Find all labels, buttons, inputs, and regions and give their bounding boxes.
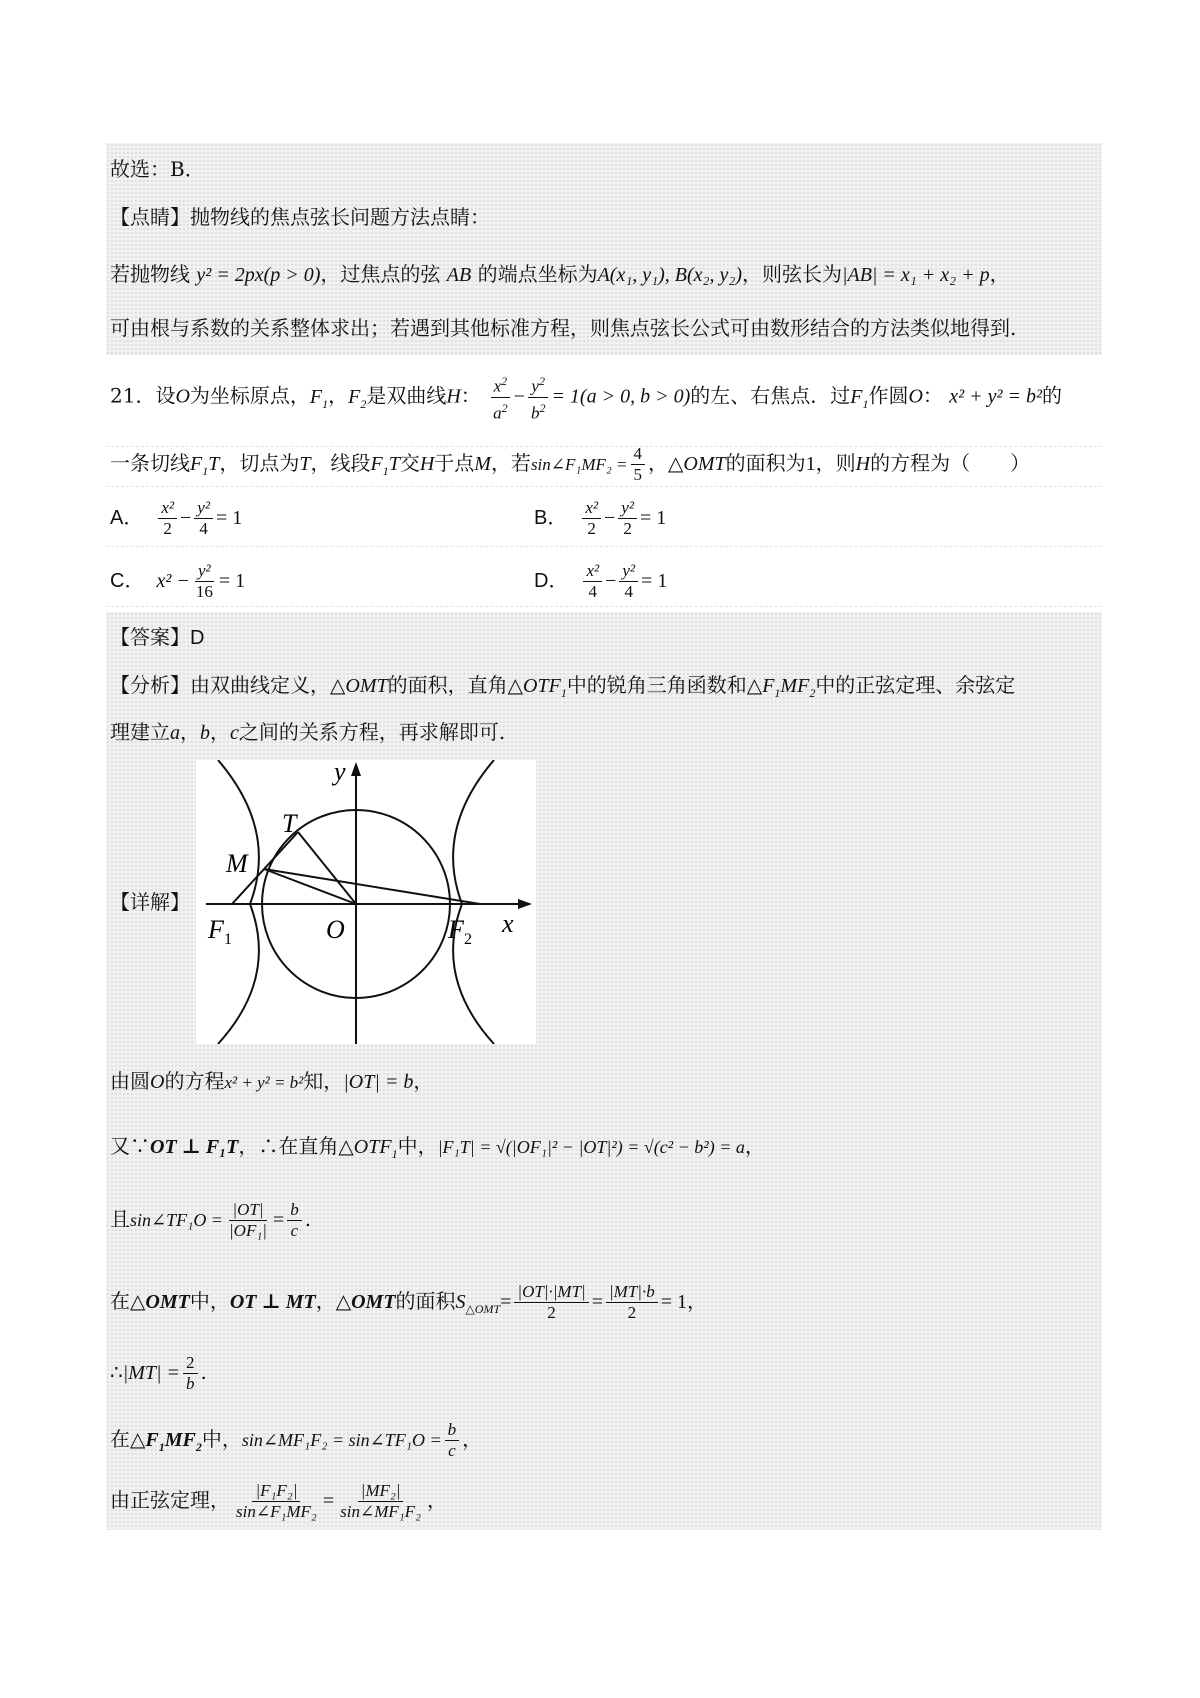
d-text: 由正弦定理， [110, 1488, 230, 1512]
detail-step-6 [110, 1420, 482, 1462]
choose-text: 故选：B． [110, 157, 205, 181]
tip-label: 【点睛】 [110, 205, 190, 229]
frac-den: 4 [588, 582, 598, 601]
question-number: 21． [110, 383, 156, 408]
frac-den: 2 [623, 519, 632, 538]
option-label: A． [110, 507, 144, 529]
equals: = [322, 1490, 335, 1512]
option-label: C． [110, 570, 145, 592]
var-OTF1: $OTF_1$ [353, 1136, 398, 1161]
frac-den: c [290, 1221, 299, 1240]
x-axis-arrow [518, 899, 532, 909]
frac-den: 2 [587, 519, 596, 538]
tip-title-line [110, 202, 490, 232]
tip-text: 可由根与系数的关系整体求出；若遇到其他标准方程，则焦点弦长公式可由数形结合的方法类似地得到. [110, 316, 1017, 340]
option-rhs: = 1 [218, 570, 246, 592]
d-text: 的面积 [395, 1289, 456, 1313]
q-text: 交 [399, 451, 420, 475]
q-text: ，则 [815, 451, 856, 475]
label-x: x [502, 909, 514, 938]
frac-num: x² [158, 498, 177, 519]
var-b: b [200, 722, 210, 744]
tip-text: 的端点坐标为 [477, 262, 598, 286]
parabola-equation: y² = 2px(p > 0) [196, 264, 321, 286]
d-text: ∴ [110, 1360, 123, 1384]
frac-num: x² [582, 498, 601, 519]
frac-den: b [186, 1374, 195, 1393]
frac-num: |OT|·|MT| [514, 1282, 588, 1303]
separator [106, 606, 1102, 607]
detail-step-3 [110, 1200, 311, 1241]
frac-den: sin∠MF₁F₂ [340, 1502, 421, 1521]
var-M: M [474, 453, 491, 475]
detail-step-7 [110, 1481, 447, 1522]
circle-equation: x² + y² = b² [949, 385, 1043, 408]
a-text: 的面积，直角△ [387, 673, 524, 697]
q-text: ，△ [648, 451, 684, 475]
var-O: O [175, 385, 190, 408]
detail-step-5 [110, 1353, 207, 1394]
fraction: $\frac{y^2}{b^2}$ [528, 371, 549, 423]
d-text: . [200, 1360, 207, 1384]
frac-num: b [445, 1420, 460, 1441]
q-text: 的 [1042, 383, 1063, 408]
hyperbola-left-branch [218, 760, 259, 1044]
a-text: 理建立 [110, 720, 170, 744]
var-F1MF2: $F_1MF_2$ [145, 1429, 202, 1454]
F1T-length-formula: |F₁T| = √(|OF₁|² − |OT|²) = √(c² − b²) = a [437, 1137, 745, 1157]
frac-num: 2 [183, 1353, 198, 1374]
hyperbola-figure [196, 760, 536, 1044]
q-text: 作圆 [868, 383, 909, 408]
var-H: H [855, 453, 871, 475]
tip-line-1 [110, 259, 1010, 290]
d-text: 中， [201, 1427, 242, 1451]
hyperbola-diagram [196, 760, 536, 1044]
frac-num: b [287, 1200, 302, 1221]
q-text: 是双曲线 [366, 383, 447, 408]
frac-num: y² [194, 498, 213, 519]
chord-length-formula: |AB| = x₁ + x₂ + p [841, 264, 990, 286]
q-text: ，切点为 [219, 451, 300, 475]
label-F1: F [208, 915, 224, 944]
hyperbola-condition: = 1(a > 0, b > 0) [551, 385, 691, 408]
frac-den: 4 [624, 582, 633, 601]
sin-equality: sin∠MF₁F₂ = sin∠TF₁O = [241, 1430, 442, 1450]
a-text: 之间的关系方程，再求解即可. [238, 720, 506, 744]
var-O: O [908, 385, 923, 408]
q-text: ，线段 [310, 451, 371, 475]
frac-num: |F₁F₂| [252, 1481, 300, 1502]
frac-num: x² [583, 561, 602, 582]
frac-num: 4 [631, 444, 646, 465]
sin-expression: sin∠F₁MF₂ = [530, 455, 628, 474]
frac-den: 2 [547, 1303, 556, 1322]
area-symbol: $S_{\triangle OMT}$ [455, 1291, 501, 1316]
tip-title: 抛物线的焦点弦长问题方法点睛： [190, 205, 490, 229]
option-b[interactable]: B． $\frac{\text{x²}}{2}$ − $\frac{\text{y²}}{2}$ = 1 [534, 498, 667, 538]
frac-num: y² [195, 561, 214, 582]
d-text: ， [413, 1069, 434, 1093]
separator [106, 486, 1102, 487]
sin-expression: sin∠TF₁O = [130, 1210, 223, 1230]
a-text: 由双曲线定义，△ [190, 673, 346, 697]
var-OMT: OMT [683, 453, 726, 475]
area-value: 1 [805, 453, 816, 475]
tip-text: 若抛物线 [110, 262, 190, 286]
tip-line-2 [110, 313, 1016, 343]
frac-num: |OT| [229, 1200, 266, 1221]
question-line-2 [110, 444, 1030, 486]
var-OTF1: $OTF_1$ [523, 675, 567, 700]
frac-num: |MF₂| [358, 1481, 404, 1502]
frac-den: c [448, 1441, 456, 1460]
circle-equation: x² + y² = b² [224, 1073, 304, 1092]
q-text: 于点 [434, 451, 475, 475]
a-text: 中的正弦定理、余弦定 [815, 673, 1016, 697]
detail-step-1 [110, 1066, 433, 1098]
d-text: = 1， [660, 1291, 707, 1313]
endpoint-coords: A(x₁, y₁), B(x₂, y₂) [597, 264, 742, 286]
question-line-1: 21．设O为坐标原点，$F_1$，$F_2$是双曲线H： $\frac{x^2}{a^2}$ − $\frac{y^2}{b^2}$ = 1(a > 0, b > 0)的左、右焦点．过$F_1$作圆O： x² + y² = b²的 [110, 371, 1062, 423]
fraction: $\frac{x^2}{a^2}$ [490, 371, 511, 423]
separator [106, 546, 1102, 547]
chord-name: AB [446, 264, 472, 286]
d-text: 知， [303, 1069, 344, 1093]
analysis-label: 【分析】 [110, 673, 190, 697]
option-label: D． [534, 570, 569, 592]
q-text: ： [922, 383, 943, 408]
var-F1: $F_1$ [309, 385, 329, 411]
d-text: ，△ [315, 1289, 352, 1313]
detail-label: 【详解】 [110, 890, 190, 914]
label-T: T [282, 809, 297, 838]
y-axis-arrow [351, 762, 361, 776]
option-label: B． [534, 507, 568, 529]
option-d[interactable]: D． $\frac{\text{x²}}{4}$ − $\frac{\text{y²}}{4}$ = 1 [534, 561, 668, 601]
a-text: ， [180, 720, 200, 744]
var-OMT: OMT [345, 675, 388, 697]
answer-label: 【答案】 [110, 625, 190, 649]
d-text: ，∴在直角△ [238, 1134, 354, 1158]
analysis-line-1 [110, 670, 1015, 708]
var-O: O [150, 1071, 165, 1093]
frac-den: 2 [163, 519, 172, 538]
d-text: 中， [397, 1134, 438, 1158]
perpendicular-relation: OT ⊥ MT [229, 1291, 316, 1313]
frac-num: y² [619, 561, 638, 582]
q-text: ， [328, 383, 349, 408]
MT-length: |MT| = [122, 1362, 181, 1384]
equals: = [272, 1209, 285, 1231]
detail-label-line [110, 887, 190, 917]
var-F1: $F_1$ [850, 385, 869, 411]
tip-text: ， [989, 262, 1010, 286]
equals: = [500, 1291, 512, 1313]
frac-den: sin∠F₁MF₂ [236, 1502, 317, 1521]
perpendicular-relation: OT ⊥ F₁T [150, 1136, 239, 1158]
d-text: 在△ [110, 1427, 146, 1451]
tip-text: ，过焦点的弦 [320, 262, 441, 286]
d-text: 由圆 [110, 1069, 150, 1093]
answer-line [110, 622, 204, 653]
var-F1T: $F_1T$ [190, 453, 220, 478]
fraction [631, 444, 646, 485]
frac-den: 5 [633, 465, 642, 484]
frac-num: |MT|·b [606, 1282, 658, 1303]
label-F2: F [448, 915, 464, 944]
tip-text: ，则弦长为 [741, 262, 842, 286]
detail-step-4: 在△OMT中，OT ⊥ MT，△OMT的面积$S_{\triangle OMT}=$ $\frac{|OT|\cdot|MT|}{2}$ = $\frac{|MT|\cdot b}{2}$ = 1， [110, 1282, 707, 1322]
q-text: 的面积为 [725, 451, 806, 475]
answer-value: D [190, 627, 205, 649]
q-text: 的左、右焦点．过 [690, 383, 851, 408]
option-rhs: = 1 [639, 507, 667, 529]
d-text: . [304, 1207, 312, 1231]
var-F2: $F_2$ [348, 385, 367, 411]
q-text: 的方程为（ ） [870, 451, 1031, 475]
d-text: 且 [110, 1207, 130, 1231]
q-text: ： [460, 383, 481, 408]
frac-den: 2 [627, 1303, 637, 1322]
var-H: H [446, 385, 461, 408]
var-a: a [170, 722, 180, 744]
option-a[interactable]: A． $\frac{\text{x²}}{2}$ − $\frac{\text{y²}}{4}$ = 1 [110, 498, 243, 538]
var-T: T [299, 453, 311, 475]
d-text: ， [426, 1488, 447, 1512]
d-text: 中， [189, 1289, 230, 1313]
label-F1-sub: 1 [224, 931, 232, 948]
d-text: 又∵ [110, 1134, 150, 1158]
q-text: ，若 [490, 451, 531, 475]
label-y: y [334, 760, 346, 786]
choose-line [110, 154, 205, 184]
var-H: H [419, 453, 435, 475]
frac-den: 16 [195, 582, 213, 601]
var-OMT: OMT [145, 1291, 190, 1313]
a-text: 中的锐角三角函数和△ [566, 673, 763, 697]
q-text: 设 [155, 383, 176, 408]
option-rhs: = 1 [215, 507, 243, 529]
q-text: 一条切线 [110, 451, 190, 475]
analysis-line-2 [110, 717, 505, 748]
d-text: 的方程 [164, 1069, 225, 1093]
frac-den: |OF₁| [229, 1221, 267, 1240]
option-c[interactable] [110, 561, 245, 602]
label-O: O [326, 915, 345, 944]
d-text: ， [462, 1427, 483, 1451]
q-text: 为坐标原点， [189, 383, 310, 408]
frac-num: y² [618, 498, 637, 519]
var-c: c [230, 722, 239, 744]
var-F1MF2: $F_1MF_2$ [762, 675, 816, 700]
d-text: 在△ [110, 1289, 146, 1313]
a-text: ， [210, 720, 230, 744]
option-pre: x² − [156, 570, 190, 592]
option-rhs: = 1 [641, 570, 668, 592]
var-F1T: $F_1T$ [370, 453, 400, 478]
var-OMT: OMT [351, 1291, 396, 1313]
label-F2-sub: 2 [464, 931, 472, 948]
detail-step-2 [110, 1131, 765, 1169]
label-M: M [226, 849, 248, 878]
OT-length: |OT| = b [343, 1071, 414, 1093]
frac-den: 4 [199, 519, 208, 538]
d-text: ， [744, 1134, 765, 1158]
